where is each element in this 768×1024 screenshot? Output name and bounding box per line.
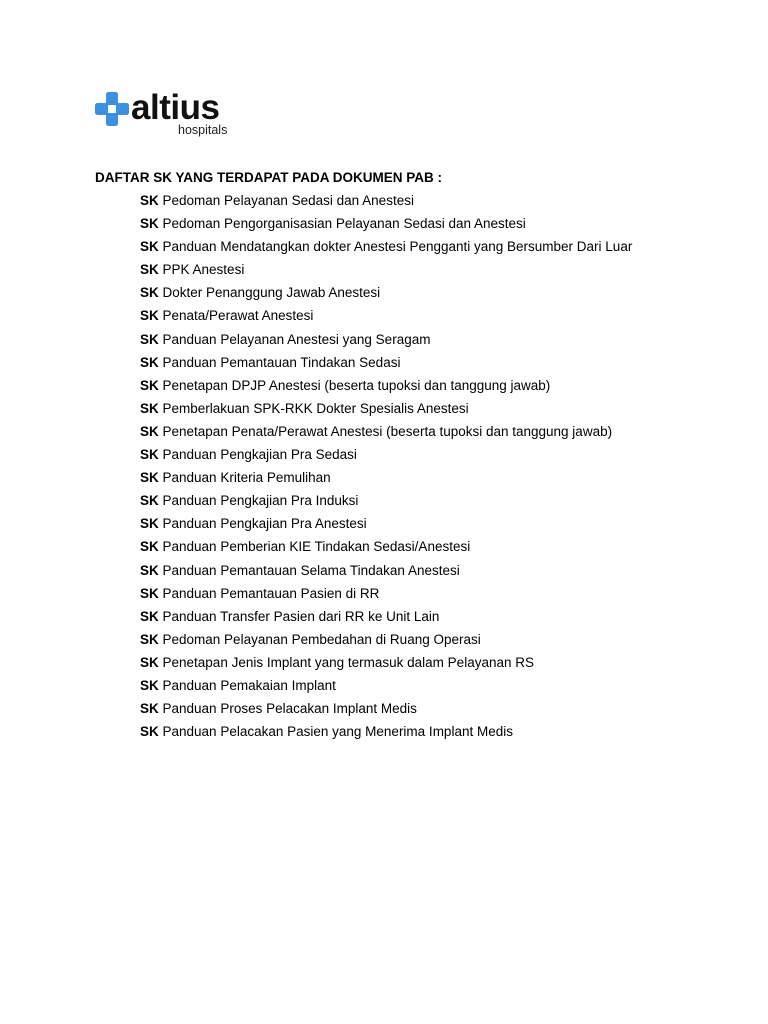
item-title: Panduan Pemakaian Implant	[158, 677, 336, 693]
item-title: Penetapan Jenis Implant yang termasuk dalam Pelayanan RS	[158, 654, 534, 670]
item-text	[140, 192, 414, 210]
item-title: Pedoman Pengorganisasian Pelayanan Sedasi dan Anestesi	[158, 216, 526, 232]
item-text	[140, 562, 460, 580]
item-title: Penetapan Penata/Perawat Anestesi (beserta tupoksi dan tanggung jawab)	[158, 423, 613, 439]
item-text	[140, 307, 313, 325]
item-prefix: SK	[140, 377, 159, 393]
logo-wordmark: altius	[131, 88, 220, 127]
item-prefix: SK	[140, 724, 159, 740]
item-title: Panduan Pelayanan Anestesi yang Seragam	[158, 331, 431, 347]
item-text	[140, 238, 632, 256]
item-title: Panduan Pengkajian Pra Anestesi	[158, 516, 367, 532]
item-prefix: SK	[140, 331, 159, 347]
item-prefix: SK	[140, 354, 159, 370]
item-prefix: SK	[140, 631, 159, 647]
item-prefix: SK	[140, 193, 159, 208]
item-text	[140, 354, 400, 372]
document-heading: DAFTAR SK YANG TERDAPAT PADA DOKUMEN PAB :	[95, 170, 443, 185]
item-prefix: SK	[140, 654, 159, 670]
item-text	[140, 538, 470, 556]
item-prefix: SK	[140, 216, 159, 232]
item-text	[140, 423, 612, 441]
item-prefix: SK	[140, 447, 159, 463]
item-text	[140, 446, 357, 464]
item-prefix: SK	[140, 516, 159, 532]
item-title: Panduan Pengkajian Pra Sedasi	[158, 447, 357, 463]
item-title: Panduan Transfer Pasien dari RR ke Unit Lain	[158, 608, 440, 624]
item-title: Pedoman Pelayanan Sedasi dan Anestesi	[158, 193, 414, 208]
item-title: Panduan Pengkajian Pra Induksi	[158, 493, 359, 509]
item-prefix: SK	[140, 423, 159, 439]
item-title: Dokter Penanggung Jawab Anestesi	[158, 285, 381, 301]
item-prefix: SK	[140, 308, 159, 324]
item-text	[140, 515, 367, 533]
item-prefix: SK	[140, 677, 159, 693]
medical-cross-icon	[95, 92, 129, 126]
item-text	[140, 215, 526, 233]
item-title: Panduan Kriteria Pemulihan	[158, 470, 331, 486]
item-title: Panduan Pemberian KIE Tindakan Sedasi/Anestesi	[158, 539, 471, 555]
item-prefix: SK	[140, 539, 159, 555]
item-text	[140, 723, 513, 741]
item-title: Pemberlakuan SPK-RKK Dokter Spesialis Anestesi	[158, 400, 469, 416]
item-prefix: SK	[140, 608, 159, 624]
item-prefix: SK	[140, 239, 159, 255]
item-text	[140, 492, 358, 510]
item-text	[140, 677, 336, 695]
item-title: Panduan Proses Pelacakan Implant Medis	[158, 701, 417, 717]
item-text	[140, 608, 439, 626]
item-text	[140, 654, 534, 672]
item-title: Panduan Pemantauan Pasien di RR	[158, 585, 380, 601]
item-title: Panduan Pelacakan Pasien yang Menerima Implant Medis	[158, 724, 513, 740]
item-prefix: SK	[140, 562, 159, 578]
item-text	[140, 469, 331, 487]
item-title: Penetapan DPJP Anestesi (beserta tupoksi dan tanggung jawab)	[158, 377, 551, 393]
item-text	[140, 331, 430, 349]
item-title: Panduan Pemantauan Tindakan Sedasi	[158, 354, 401, 370]
item-title: Panduan Pemantauan Selama Tindakan Anestesi	[158, 562, 460, 578]
item-title: PPK Anestesi	[158, 262, 245, 278]
item-title: Pedoman Pelayanan Pembedahan di Ruang Operasi	[158, 631, 481, 647]
item-prefix: SK	[140, 585, 159, 601]
item-text	[140, 284, 380, 302]
item-text	[140, 400, 469, 418]
item-text	[140, 377, 550, 395]
item-text	[140, 700, 417, 718]
item-text	[140, 261, 244, 279]
item-text	[140, 631, 481, 649]
item-title: Penata/Perawat Anestesi	[158, 308, 314, 324]
item-text	[140, 585, 379, 603]
item-prefix: SK	[140, 470, 159, 486]
item-prefix: SK	[140, 493, 159, 509]
logo-subtitle: hospitals	[178, 123, 228, 137]
item-prefix: SK	[140, 400, 159, 416]
item-prefix: SK	[140, 285, 159, 301]
item-prefix: SK	[140, 701, 159, 717]
item-prefix: SK	[140, 262, 159, 278]
item-title: Panduan Mendatangkan dokter Anestesi Pengganti yang Bersumber Dari Luar	[158, 239, 633, 255]
altius-logo	[95, 88, 245, 140]
